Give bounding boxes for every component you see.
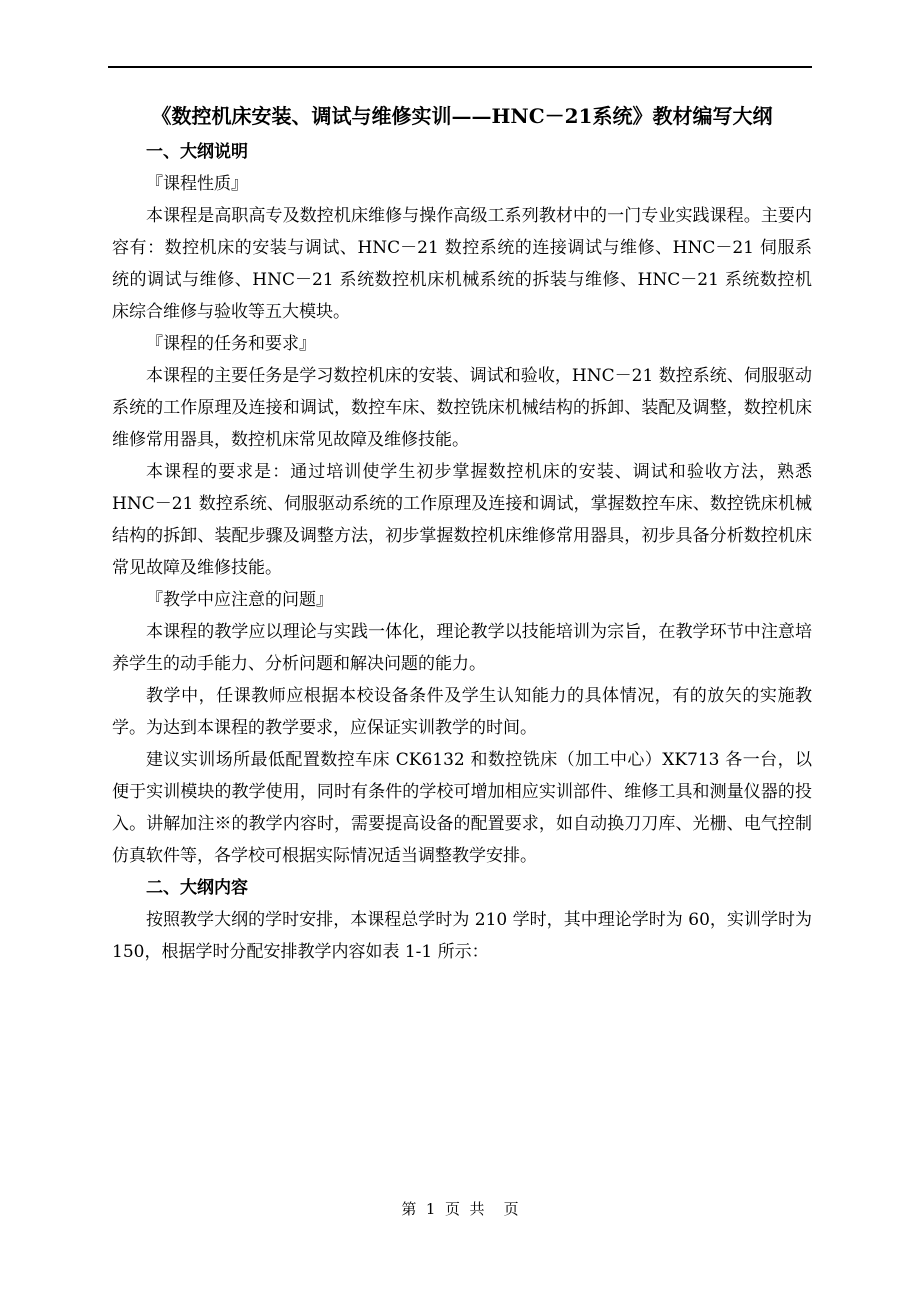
paragraph-requirements: 本课程的要求是：通过培训使学生初步掌握数控机床的安装、调试和验收方法，熟悉 HNC－21 数控系统、伺服驱动系统的工作原理及连接和调试，掌握数控车床、数控铣床机械结构的拆卸、装配步骤及调整方法，初步掌握数控机床维修常用器具，初步具备分析数控机床常见故障及维修技能。	[112, 462, 812, 578]
subheading-course-nature: 『课程性质』	[146, 174, 248, 194]
header-rule	[108, 66, 812, 68]
subheading-teaching-notes: 『教学中应注意的问题』	[146, 590, 333, 610]
page-number-footer: 第 1 页 共 页	[401, 1200, 519, 1218]
paragraph-hours-allocation: 按照教学大纲的学时安排，本课程总学时为 210 学时，其中理论学时为 60，实训学时为 150，根据学时分配安排教学内容如表 1-1 所示：	[112, 910, 812, 962]
paragraph-course-nature: 本课程是高职高专及数控机床维修与操作高级工系列教材中的一门专业实践课程。主要内容有：数控机床的安装与调试、HNC－21 数控系统的连接调试与维修、HNC－21 伺服系统的调试与维修、HNC－21 系统数控机床机械系统的拆装与维修、HNC－21 系统数控机床综合维修与验收等五大模块。	[112, 206, 812, 322]
document-body	[112, 96, 812, 968]
subheading-tasks-and-requirements: 『课程的任务和要求』	[146, 334, 316, 354]
paragraph-teacher-guidance: 教学中，任课教师应根据本校设备条件及学生认知能力的具体情况，有的放矢的实施教学。为达到本课程的教学要求，应保证实训教学的时间。	[112, 686, 812, 738]
paragraph-equipment-recommendation: 建议实训场所最低配置数控车床 CK6132 和数控铣床（加工中心）XK713 各一台，以便于实训模块的教学使用，同时有条件的学校可增加相应实训部件、维修工具和测量仪器的投入。讲解加注※的教学内容时，需要提高设备的配置要求，如自动换刀刀库、光栅、电气控制仿真软件等，各学校可根据实际情况适当调整教学安排。	[112, 750, 812, 866]
section-heading-outline-content: 二、大纲内容	[146, 878, 248, 898]
paragraph-teaching-approach: 本课程的教学应以理论与实践一体化，理论教学以技能培训为宗旨，在教学环节中注意培养学生的动手能力、分析问题和解决问题的能力。	[112, 622, 812, 674]
document-title: 《数控机床安装、调试与维修实训——HNC－21系统》教材编写大纲	[151, 104, 773, 128]
paragraph-main-tasks: 本课程的主要任务是学习数控机床的安装、调试和验收，HNC－21 数控系统、伺服驱动系统的工作原理及连接和调试，数控车床、数控铣床机械结构的拆卸、装配及调整，数控机床维修常用器具，数控机床常见故障及维修技能。	[112, 366, 812, 450]
section-heading-outline-description: 一、大纲说明	[146, 142, 248, 162]
